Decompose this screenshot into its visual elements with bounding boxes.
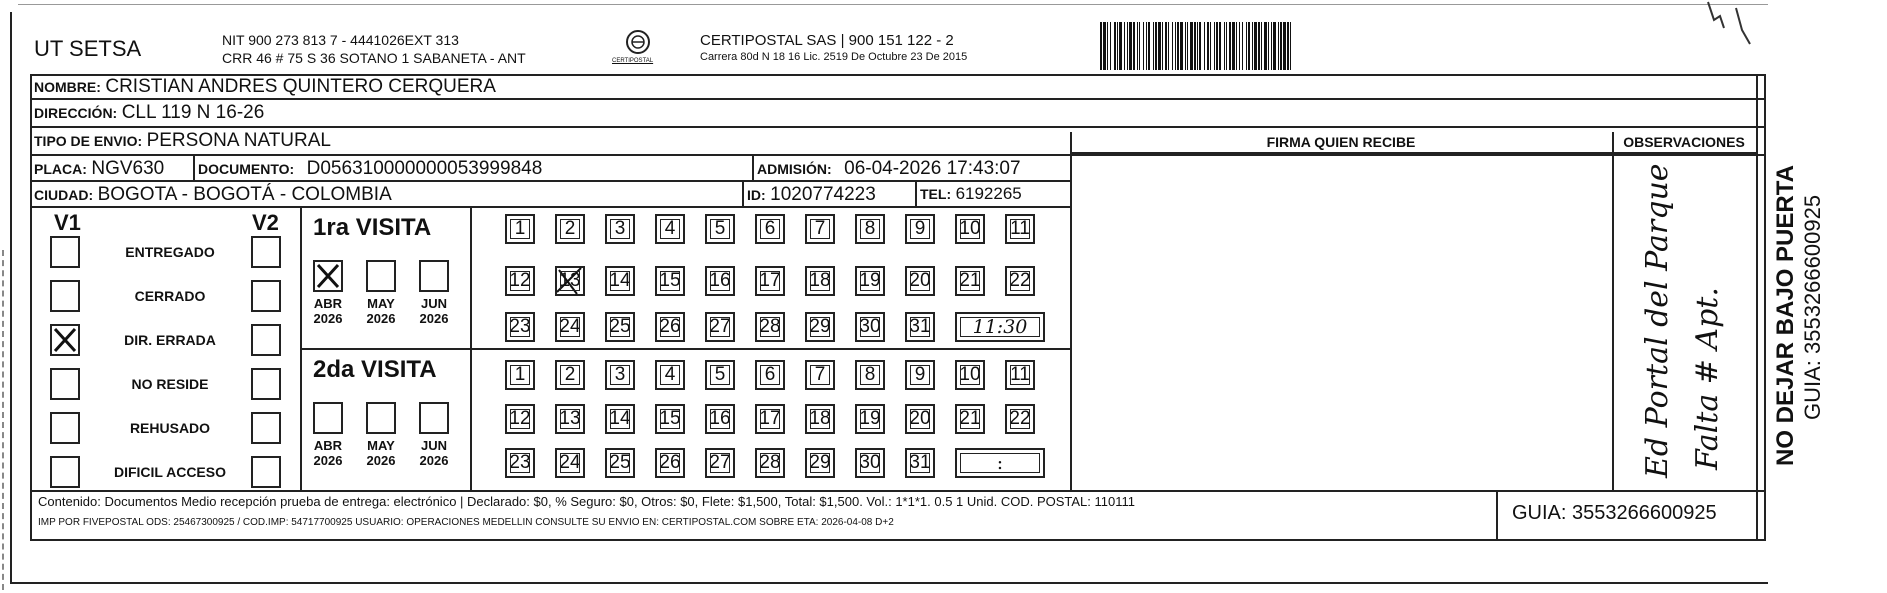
status-label: ENTREGADO bbox=[125, 244, 215, 260]
day-box[interactable]: 20 bbox=[905, 266, 935, 296]
visit-1-title: 1ra VISITA bbox=[313, 214, 432, 241]
day-box[interactable]: 23 bbox=[505, 448, 535, 478]
day-box[interactable]: 7 bbox=[805, 214, 835, 244]
admision-row bbox=[757, 158, 1021, 180]
day-box[interactable]: 31 bbox=[905, 312, 935, 342]
month-checkbox[interactable] bbox=[419, 402, 449, 434]
v1-checkbox[interactable] bbox=[50, 412, 80, 444]
nombre-label: NOMBRE: bbox=[34, 79, 101, 95]
v1-checkbox[interactable] bbox=[50, 368, 80, 400]
barcode-bar bbox=[1291, 22, 1293, 70]
day-box[interactable]: 19 bbox=[855, 404, 885, 434]
placa-label: PLACA: bbox=[34, 161, 87, 177]
v2-checkbox[interactable] bbox=[251, 456, 281, 488]
day-box[interactable]: 8 bbox=[855, 214, 885, 244]
placa-value: NGV630 bbox=[91, 158, 165, 179]
postal-title: CERTIPOSTAL SAS | 900 151 122 - 2 bbox=[700, 32, 954, 49]
status-label: DIFICIL ACCESO bbox=[113, 464, 226, 480]
day-box[interactable]: 26 bbox=[655, 448, 685, 478]
v1-checkbox[interactable] bbox=[50, 236, 80, 268]
direccion-value: CLL 119 N 16-26 bbox=[121, 102, 265, 123]
day-box[interactable]: 3 bbox=[605, 360, 635, 390]
day-box[interactable]: 18 bbox=[805, 266, 835, 296]
time-box[interactable]: : bbox=[955, 448, 1045, 478]
day-box[interactable]: 4 bbox=[655, 360, 685, 390]
contenido-text: Contenido: Documentos Medio recepción prueba de entrega: electrónico | Declarado: $0, % Seguro: $0, Otros: $0, Flete: $1,500, Total: $1,500. Vol.: 1*1*1. 0.5 1 Unid. COD. POSTAL: 110111 bbox=[38, 494, 1135, 509]
top-rule bbox=[18, 4, 1768, 5]
day-box[interactable]: 11 bbox=[1005, 214, 1035, 244]
month-year: 2026 bbox=[366, 311, 396, 326]
day-box[interactable]: 14 bbox=[605, 266, 635, 296]
v2-checkbox[interactable] bbox=[251, 368, 281, 400]
day-box[interactable]: 3 bbox=[605, 214, 635, 244]
v1-checkbox[interactable] bbox=[50, 280, 80, 312]
placa-row bbox=[34, 158, 164, 180]
day-box[interactable]: 30 bbox=[855, 448, 885, 478]
day-box[interactable]: 13 bbox=[555, 266, 585, 296]
visit-2-title: 2da VISITA bbox=[313, 356, 437, 383]
nombre-value: CRISTIAN ANDRES QUINTERO CERQUERA bbox=[105, 76, 496, 97]
day-box[interactable]: 10 bbox=[955, 214, 985, 244]
documento-row bbox=[198, 158, 542, 180]
day-box[interactable]: 26 bbox=[655, 312, 685, 342]
day-box[interactable]: 15 bbox=[655, 266, 685, 296]
v2-checkbox[interactable] bbox=[251, 412, 281, 444]
status-label: NO RESIDE bbox=[131, 376, 209, 392]
day-box[interactable]: 5 bbox=[705, 214, 735, 244]
tel-row bbox=[920, 184, 1022, 204]
pen-mark-icon bbox=[1680, 0, 1760, 70]
day-box[interactable]: 24 bbox=[555, 448, 585, 478]
month-name: MAY bbox=[367, 296, 395, 311]
month-checkbox[interactable] bbox=[313, 260, 343, 292]
documento-label: DOCUMENTO: bbox=[198, 161, 295, 177]
day-box[interactable]: 12 bbox=[505, 404, 535, 434]
day-box[interactable]: 5 bbox=[705, 360, 735, 390]
month-label bbox=[359, 296, 403, 326]
day-box[interactable]: 16 bbox=[705, 404, 735, 434]
month-label bbox=[412, 438, 456, 468]
day-box[interactable]: 25 bbox=[605, 448, 635, 478]
v2-label: V2 bbox=[252, 210, 279, 235]
direccion-row bbox=[34, 102, 264, 124]
day-box[interactable]: 14 bbox=[605, 404, 635, 434]
month-name: MAY bbox=[367, 438, 395, 453]
month-label bbox=[359, 438, 403, 468]
imp-text: IMP POR FIVEPOSTAL ODS: 25467300925 / COD.IMP: 54717700925 USUARIO: OPERACIONES MEDELLIN CONSULTE SU ENVIO EN: CERTIPOSTAL.COM SOBRE ETA: 2026-04-08 D+2 bbox=[38, 517, 894, 528]
day-box[interactable]: 2 bbox=[555, 360, 585, 390]
logo-caption: CERTIPOSTAL bbox=[612, 58, 654, 64]
month-year: 2026 bbox=[313, 453, 343, 468]
month-label bbox=[306, 296, 350, 326]
tel-label: TEL: bbox=[920, 186, 952, 202]
day-box[interactable]: 9 bbox=[905, 214, 935, 244]
side-guia: GUIA: 3553266600925 bbox=[1800, 194, 1825, 420]
obs-label: OBSERVACIONES bbox=[1623, 134, 1745, 150]
day-box[interactable]: 21 bbox=[955, 266, 985, 296]
day-box[interactable]: 21 bbox=[955, 404, 985, 434]
ciudad-row bbox=[34, 184, 392, 206]
tipo-label: TIPO DE ENVIO: bbox=[34, 133, 143, 149]
month-name: ABR bbox=[313, 296, 343, 311]
day-box[interactable]: 25 bbox=[605, 312, 635, 342]
day-box[interactable]: 18 bbox=[805, 404, 835, 434]
day-box[interactable]: 27 bbox=[705, 448, 735, 478]
time-box[interactable]: 11:30 bbox=[955, 312, 1045, 342]
tipo-value: PERSONA NATURAL bbox=[146, 130, 331, 151]
day-box[interactable]: 28 bbox=[755, 312, 785, 342]
perforation bbox=[2, 250, 4, 590]
day-box[interactable]: 29 bbox=[805, 312, 835, 342]
month-name: ABR bbox=[313, 438, 343, 453]
day-box[interactable]: 12 bbox=[505, 266, 535, 296]
tel-value: 6192265 bbox=[955, 184, 1022, 203]
month-year: 2026 bbox=[419, 453, 449, 468]
day-box[interactable]: 20 bbox=[905, 404, 935, 434]
month-checkbox[interactable] bbox=[313, 402, 343, 434]
day-box[interactable]: 6 bbox=[755, 214, 785, 244]
month-year: 2026 bbox=[366, 453, 396, 468]
day-box[interactable]: 13 bbox=[555, 404, 585, 434]
day-box[interactable]: 22 bbox=[1005, 266, 1035, 296]
v1-checkbox[interactable] bbox=[50, 456, 80, 488]
id-label: ID: bbox=[747, 187, 766, 203]
day-box[interactable]: 30 bbox=[855, 312, 885, 342]
day-box[interactable]: 8 bbox=[855, 360, 885, 390]
day-box[interactable]: 11 bbox=[1005, 360, 1035, 390]
guia-footer: GUIA: 3553266600925 bbox=[1512, 502, 1717, 524]
v1-checkbox[interactable] bbox=[50, 324, 80, 356]
postal-sub: Carrera 80d N 18 16 Lic. 2519 De Octubre 23 De 2015 bbox=[700, 51, 968, 63]
barcode bbox=[1100, 22, 1630, 70]
day-box[interactable]: 29 bbox=[805, 448, 835, 478]
day-box[interactable]: 1 bbox=[505, 360, 535, 390]
day-box[interactable]: 10 bbox=[955, 360, 985, 390]
day-box[interactable]: 2 bbox=[555, 214, 585, 244]
day-box[interactable]: 22 bbox=[1005, 404, 1035, 434]
v1-label: V1 bbox=[54, 210, 81, 235]
nit-line: NIT 900 273 813 7 - 4441026EXT 313 bbox=[222, 32, 459, 48]
id-value: 1020774223 bbox=[770, 184, 876, 205]
month-checkbox[interactable] bbox=[366, 402, 396, 434]
documento-value: D056310000000053999848 bbox=[306, 158, 543, 179]
status-label: DIR. ERRADA bbox=[124, 332, 216, 348]
month-label bbox=[412, 296, 456, 326]
day-box[interactable]: 17 bbox=[755, 266, 785, 296]
status-label: REHUSADO bbox=[129, 420, 211, 436]
v2-checkbox[interactable] bbox=[251, 280, 281, 312]
day-box[interactable]: 17 bbox=[755, 404, 785, 434]
day-box[interactable]: 19 bbox=[855, 266, 885, 296]
day-box[interactable]: 9 bbox=[905, 360, 935, 390]
month-name: JUN bbox=[420, 438, 447, 453]
month-checkbox[interactable] bbox=[366, 260, 396, 292]
month-label bbox=[306, 438, 350, 468]
admision-label: ADMISIÓN: bbox=[757, 161, 832, 177]
id-row bbox=[747, 184, 876, 206]
day-box[interactable]: 1 bbox=[505, 214, 535, 244]
company-name: UT SETSA bbox=[34, 36, 142, 61]
ciudad-value: BOGOTA - BOGOTÁ - COLOMBIA bbox=[97, 184, 392, 205]
x-mark-icon bbox=[52, 326, 78, 354]
v2-checkbox[interactable] bbox=[251, 324, 281, 356]
day-box[interactable]: 24 bbox=[555, 312, 585, 342]
day-box[interactable]: 28 bbox=[755, 448, 785, 478]
status-label: CERRADO bbox=[134, 288, 206, 304]
admision-value: 06-04-2026 17:43:07 bbox=[844, 158, 1021, 179]
day-box[interactable]: 4 bbox=[655, 214, 685, 244]
x-mark-icon bbox=[315, 262, 341, 290]
warning-text: NO DEJAR BAJO PUERTA bbox=[1772, 165, 1799, 466]
month-year: 2026 bbox=[313, 311, 343, 326]
v2-checkbox[interactable] bbox=[251, 236, 281, 268]
day-box[interactable]: 15 bbox=[655, 404, 685, 434]
handwritten-note-2: Falta # Apt. bbox=[1690, 287, 1725, 470]
day-box[interactable]: 31 bbox=[905, 448, 935, 478]
day-box[interactable]: 7 bbox=[805, 360, 835, 390]
nombre-row bbox=[34, 76, 496, 98]
ciudad-label: CIUDAD: bbox=[34, 187, 94, 203]
handwritten-note-1: Ed Portal del Parque bbox=[1640, 163, 1675, 478]
direccion-label: DIRECCIÓN: bbox=[34, 105, 118, 121]
address-line: CRR 46 # 75 S 36 SOTANO 1 SABANETA - ANT bbox=[222, 50, 526, 66]
day-box[interactable]: 23 bbox=[505, 312, 535, 342]
month-name: JUN bbox=[420, 296, 447, 311]
day-box[interactable]: 27 bbox=[705, 312, 735, 342]
month-year: 2026 bbox=[419, 311, 449, 326]
month-checkbox[interactable] bbox=[419, 260, 449, 292]
day-box[interactable]: 16 bbox=[705, 266, 735, 296]
firma-label: FIRMA QUIEN RECIBE bbox=[1266, 134, 1416, 150]
tipo-row bbox=[34, 130, 331, 152]
day-box[interactable]: 6 bbox=[755, 360, 785, 390]
